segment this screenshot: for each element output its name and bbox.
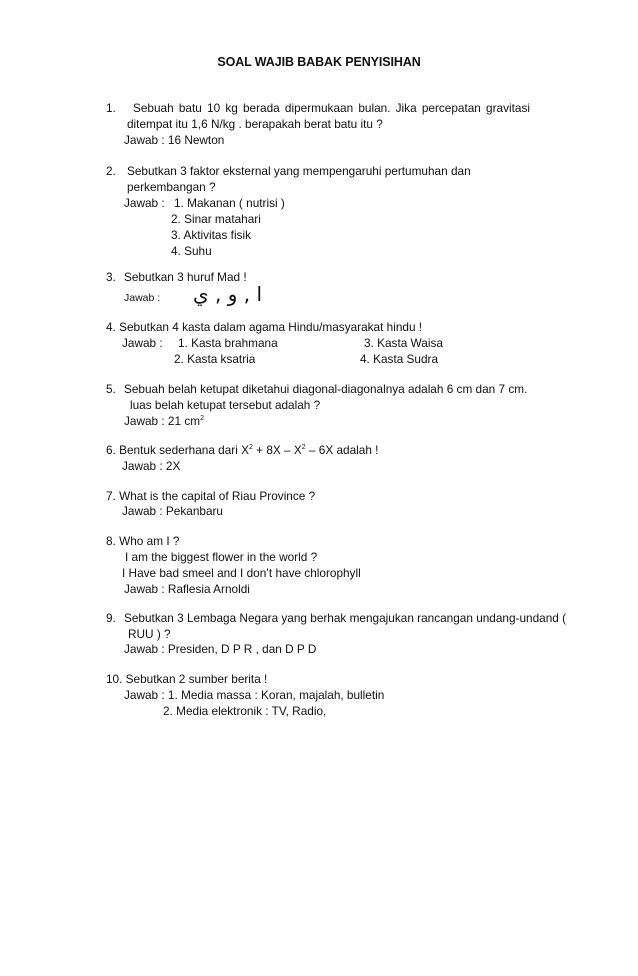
q6-superscript: 2 <box>248 444 253 451</box>
q4-answer-item: 3. Kasta Waisa <box>364 336 443 350</box>
document-title: SOAL WAJIB BABAK PENYISIHAN <box>217 55 421 69</box>
q2-answer-item: 4. Suhu <box>171 244 212 258</box>
q8-clue-line: I am the biggest flower in the world ? <box>125 550 318 564</box>
q8-clue-line: I Have bad smeel and I don’t have chlorophyll <box>122 566 361 580</box>
q8-question: 8. Who am I ? <box>106 534 180 548</box>
q4-answer-item: 4. Kasta Sudra <box>360 352 439 366</box>
q4-answer-item: 2. Kasta ksatria <box>174 352 256 366</box>
q1-text-line2: ditempat itu 1,6 N/kg . berapakah berat batu itu ? <box>127 117 383 131</box>
q10-question: 10. Sebutkan 2 sumber berita ! <box>106 672 268 686</box>
q6-middle: + 8X – X <box>252 443 302 457</box>
q5-answer-text: Jawab : 21 cm <box>124 414 201 428</box>
q4-answer-label: Jawab : <box>122 336 163 350</box>
q1-text-line1: Sebuah batu 10 kg berada dipermukaan bulan. Jika percepatan gravitasi <box>133 101 530 115</box>
q5-text-line1: Sebuah belah ketupat diketahui diagonal-diagonalnya adalah 6 cm dan 7 cm. <box>124 382 528 396</box>
q4-question: 4. Sebutkan 4 kasta dalam agama Hindu/masyarakat hindu ! <box>106 320 423 334</box>
q10-answer: Jawab : 1. Media massa : Koran, majalah, bulletin <box>124 688 385 702</box>
q4-answer-item: 1. Kasta brahmana <box>178 336 278 350</box>
q5-answer-superscript: 2 <box>200 415 204 422</box>
q6-question <box>106 443 378 457</box>
q6-superscript: 2 <box>301 444 306 451</box>
q1-answer: Jawab : 16 Newton <box>124 133 225 147</box>
q3-text: Sebutkan 3 huruf Mad ! <box>124 270 247 284</box>
q2-answer-label: Jawab : <box>124 196 165 210</box>
q9-answer: Jawab : Presiden, D P R , dan D P D <box>124 642 317 656</box>
q8-answer: Jawab : Raflesia Arnoldi <box>124 582 250 596</box>
q5-text-line2: luas belah ketupat tersebut adalah ? <box>130 398 321 412</box>
q3-answer-arabic: ا , و , ي <box>193 282 263 306</box>
q2-answer-item: 3. Aktivitas fisik <box>171 228 251 242</box>
q6-answer: Jawab : 2X <box>122 459 181 473</box>
q5-number: 5. <box>106 382 116 396</box>
q3-answer-label: Jawab : <box>124 292 161 304</box>
q2-number: 2. <box>106 164 116 178</box>
q6-prefix: 6. Bentuk sederhana dari X <box>106 443 249 457</box>
q1-number: 1. <box>106 101 116 115</box>
q9-text-line1: Sebutkan 3 Lembaga Negara yang berhak mengajukan rancangan undang-undand ( <box>124 611 567 625</box>
q6-suffix: – 6X adalah ! <box>305 443 379 457</box>
q5-answer <box>124 414 204 428</box>
q2-text-line1: Sebutkan 3 faktor eksternal yang mempengaruhi pertumuhan dan <box>127 164 471 178</box>
q2-text-line2: perkembangan ? <box>127 180 216 194</box>
q7-question: 7. What is the capital of Riau Province ? <box>106 489 316 503</box>
q2-answer-item: 2. Sinar matahari <box>171 212 261 226</box>
q3-number: 3. <box>106 270 116 284</box>
q9-number: 9. <box>106 611 116 625</box>
q10-answer-line2: 2. Media elektronik : TV, Radio, <box>163 704 327 718</box>
q7-answer: Jawab : Pekanbaru <box>122 504 223 518</box>
q2-answer-item: 1. Makanan ( nutrisi ) <box>174 196 285 210</box>
q9-text-line2: RUU ) ? <box>128 627 171 641</box>
